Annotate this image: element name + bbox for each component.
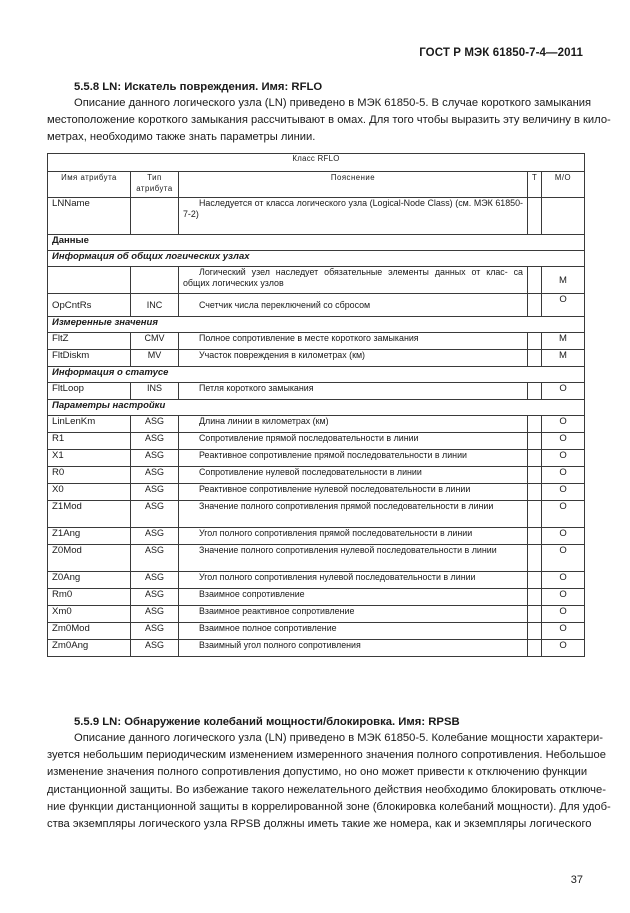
attr-name: Z0Ang <box>48 572 131 589</box>
table-row <box>48 450 585 467</box>
attr-desc <box>179 545 528 572</box>
attr-type: ASG <box>131 545 179 572</box>
attr-type: ASG <box>131 433 179 450</box>
attr-desc-text: Длина линии в километрах (км) <box>199 416 329 426</box>
section-status: Информация о статусе <box>48 367 585 383</box>
page-number: 37 <box>570 874 583 886</box>
attr-type: ASG <box>131 528 179 545</box>
table-row <box>48 333 585 350</box>
attr-t <box>528 640 542 657</box>
attr-desc-text: Петля короткого замыкания <box>199 383 314 393</box>
table-section-row <box>48 367 585 383</box>
attr-t <box>528 416 542 433</box>
attr-type: ASG <box>131 501 179 528</box>
header-mo: М/О <box>542 172 585 198</box>
attr-name: R1 <box>48 433 131 450</box>
attr-desc <box>179 572 528 589</box>
attr-desc <box>179 528 528 545</box>
table-row <box>48 545 585 572</box>
attr-mo: M <box>542 350 585 367</box>
attr-desc <box>179 623 528 640</box>
attr-mo: O <box>542 433 585 450</box>
header-type: Тип атрибута <box>131 172 179 198</box>
table-row <box>48 623 585 640</box>
table-row <box>48 267 585 294</box>
attr-name: X1 <box>48 450 131 467</box>
table-section-row <box>48 400 585 416</box>
table-row <box>48 484 585 501</box>
attr-mo: O <box>542 606 585 623</box>
attr-mo <box>542 198 585 235</box>
section-5-5-9-paragraph <box>47 730 611 833</box>
paragraph-line: ние функции дистанционной защиты в коррелированной зоне (блокировка колебаний мощности). Для удоб- <box>47 800 611 813</box>
attr-type: CMV <box>131 333 179 350</box>
attr-mo: O <box>542 467 585 484</box>
attr-mo: M <box>542 267 585 294</box>
attr-t <box>528 294 542 317</box>
attr-type: ASG <box>131 467 179 484</box>
table-row <box>48 350 585 367</box>
attr-desc <box>179 198 528 235</box>
attr-desc-text: Сопротивление нулевой последовательности в линии <box>199 467 422 477</box>
table-row <box>48 528 585 545</box>
attr-desc <box>179 589 528 606</box>
attr-mo: O <box>542 545 585 572</box>
attr-desc <box>179 350 528 367</box>
table-row <box>48 198 585 235</box>
table-section-row <box>48 235 585 251</box>
attr-mo: O <box>542 528 585 545</box>
attr-desc <box>179 501 528 528</box>
attr-desc-text: Счетчик числа переключений со сбросом <box>199 299 371 310</box>
paragraph-line: изменение значения полного сопротивления допустимо, но оно может привести к отключению функции <box>47 766 588 779</box>
attr-type: ASG <box>131 416 179 433</box>
attr-mo: O <box>542 589 585 606</box>
attr-t <box>528 572 542 589</box>
attr-desc-text: Взаимный угол полного сопротивления <box>199 640 361 650</box>
attr-t <box>528 350 542 367</box>
section-common: Информация об общих логических узлах <box>48 251 585 267</box>
attr-desc <box>179 294 528 317</box>
attr-t <box>528 198 542 235</box>
attr-mo: O <box>542 383 585 400</box>
section-5-5-9-title: 5.5.9 LN: Обнаружение колебаний мощности/блокировка. Имя: RPSB <box>74 716 460 728</box>
attr-name: FltLoop <box>48 383 131 400</box>
table-class-row <box>48 154 585 172</box>
attr-t <box>528 484 542 501</box>
paragraph-line: зуется небольшим периодическим изменением измеренного значения полного сопротивления. Небольшое <box>47 749 606 762</box>
table-row <box>48 383 585 400</box>
attr-name: OpCntRs <box>48 294 131 317</box>
attr-name <box>48 267 131 294</box>
attr-t <box>528 383 542 400</box>
table-row <box>48 589 585 606</box>
attr-desc-text: Логический узел наследует обязательные элементы данных от клас- са общих логических узлов <box>183 267 523 288</box>
attr-mo: O <box>542 640 585 657</box>
attr-name: Zm0Mod <box>48 623 131 640</box>
attr-name: X0 <box>48 484 131 501</box>
attr-mo: M <box>542 333 585 350</box>
table-row <box>48 640 585 657</box>
attr-mo: O <box>542 294 585 317</box>
attr-name: LNName <box>48 198 131 235</box>
attr-desc-text: Взаимное полное сопротивление <box>199 623 337 633</box>
attr-t <box>528 267 542 294</box>
attr-desc <box>179 416 528 433</box>
attr-desc-text: Значение полного сопротивления нулевой последовательности в линии <box>199 545 497 555</box>
attr-t <box>528 450 542 467</box>
attr-desc <box>179 333 528 350</box>
paragraph-line: Описание данного логического узла (LN) приведено в МЭК 61850-5. В случае короткого замыкания <box>74 97 592 109</box>
attr-desc-text: Сопротивление прямой последовательности в линии <box>199 433 419 443</box>
attr-mo: O <box>542 450 585 467</box>
header-t: Т <box>528 172 542 198</box>
attr-t <box>528 545 542 572</box>
table-row <box>48 501 585 528</box>
attr-name: FltDiskm <box>48 350 131 367</box>
attr-t <box>528 467 542 484</box>
attr-type: ASG <box>131 623 179 640</box>
attr-mo: O <box>542 484 585 501</box>
attr-name: Z1Ang <box>48 528 131 545</box>
attr-name: Z0Mod <box>48 545 131 572</box>
attr-type: ASG <box>131 640 179 657</box>
header-explanation: Пояснение <box>179 172 528 198</box>
attr-name: R0 <box>48 467 131 484</box>
attr-desc-text: Взаимное сопротивление <box>199 589 305 599</box>
section-settings: Параметры настройки <box>48 400 585 416</box>
attr-mo: O <box>542 572 585 589</box>
attr-mo: O <box>542 416 585 433</box>
table-section-row <box>48 251 585 267</box>
attr-type: ASG <box>131 450 179 467</box>
attr-name: Zm0Ang <box>48 640 131 657</box>
attr-desc <box>179 640 528 657</box>
attr-desc <box>179 484 528 501</box>
attr-desc-text: Наследуется от класса логического узла (Logical-Node Class) (см. МЭК 61850-7-2) <box>183 198 523 219</box>
attr-t <box>528 433 542 450</box>
section-data: Данные <box>48 235 585 251</box>
attr-desc <box>179 433 528 450</box>
document-header: ГОСТ Р МЭК 61850-7-4—2011 <box>419 47 583 59</box>
attr-type <box>131 198 179 235</box>
attr-desc <box>179 383 528 400</box>
attr-desc-text: Угол полного сопротивления нулевой последовательности в линии <box>199 572 476 582</box>
attr-t <box>528 623 542 640</box>
attr-desc <box>179 467 528 484</box>
attr-t <box>528 606 542 623</box>
attr-type: MV <box>131 350 179 367</box>
attr-type: ASG <box>131 572 179 589</box>
table-header-row <box>48 172 585 198</box>
table-row <box>48 467 585 484</box>
attr-t <box>528 501 542 528</box>
table-row <box>48 433 585 450</box>
attr-desc-text: Участок повреждения в километрах (км) <box>199 350 366 360</box>
attr-type: ASG <box>131 589 179 606</box>
attr-desc-text: Значение полного сопротивления прямой последовательности в линии <box>199 501 494 511</box>
attr-desc-text: Реактивное сопротивление прямой последовательности в линии <box>199 450 468 460</box>
attr-t <box>528 589 542 606</box>
attr-desc-text: Угол полного сопротивления прямой последовательности в линии <box>199 528 473 538</box>
paragraph-line: метрах, необходимо также знать параметры линии. <box>47 131 316 144</box>
attr-name: Rm0 <box>48 589 131 606</box>
header-name: Имя атрибута <box>48 172 131 198</box>
attr-desc <box>179 450 528 467</box>
attr-mo: O <box>542 623 585 640</box>
attr-type: ASG <box>131 484 179 501</box>
attr-type <box>131 267 179 294</box>
class-label: Класс RFLO <box>48 154 585 172</box>
attr-t <box>528 528 542 545</box>
attr-name: FltZ <box>48 333 131 350</box>
paragraph-line: ства экземпляры логического узла RPSB должны иметь такие же номера, как и экземпляры логического <box>47 818 592 831</box>
attr-name: LinLenKm <box>48 416 131 433</box>
rflo-attribute-table <box>47 153 585 657</box>
attr-name: Xm0 <box>48 606 131 623</box>
attr-t <box>528 333 542 350</box>
attr-desc <box>179 267 528 294</box>
attr-desc-text: Взаимное реактивное сопротивление <box>199 606 355 616</box>
attr-desc-text: Полное сопротивление в месте короткого замыкания <box>199 333 419 343</box>
section-5-5-8-paragraph <box>47 95 611 147</box>
table-row <box>48 606 585 623</box>
paragraph-line: Описание данного логического узла (LN) приведено в МЭК 61850-5. Колебание мощности характери- <box>74 732 603 744</box>
table-row <box>48 572 585 589</box>
attr-type: INC <box>131 294 179 317</box>
attr-type: ASG <box>131 606 179 623</box>
attr-type: INS <box>131 383 179 400</box>
paragraph-line: местоположение короткого замыкания рассчитывают в омах. Для того чтобы выразить эту величину в кило- <box>47 114 611 127</box>
table-row <box>48 294 585 317</box>
table-row <box>48 416 585 433</box>
section-5-5-8-title: 5.5.8 LN: Искатель повреждения. Имя: RFLO <box>74 81 323 93</box>
table-section-row <box>48 317 585 333</box>
attr-desc <box>179 606 528 623</box>
paragraph-line: дистанционной защиты. Во избежание такого нежелательного действия необходимо блокировать отключе- <box>47 783 606 796</box>
attr-name: Z1Mod <box>48 501 131 528</box>
attr-desc-text: Реактивное сопротивление нулевой последовательности в линии <box>199 484 471 494</box>
attr-mo: O <box>542 501 585 528</box>
section-measured: Измеренные значения <box>48 317 585 333</box>
